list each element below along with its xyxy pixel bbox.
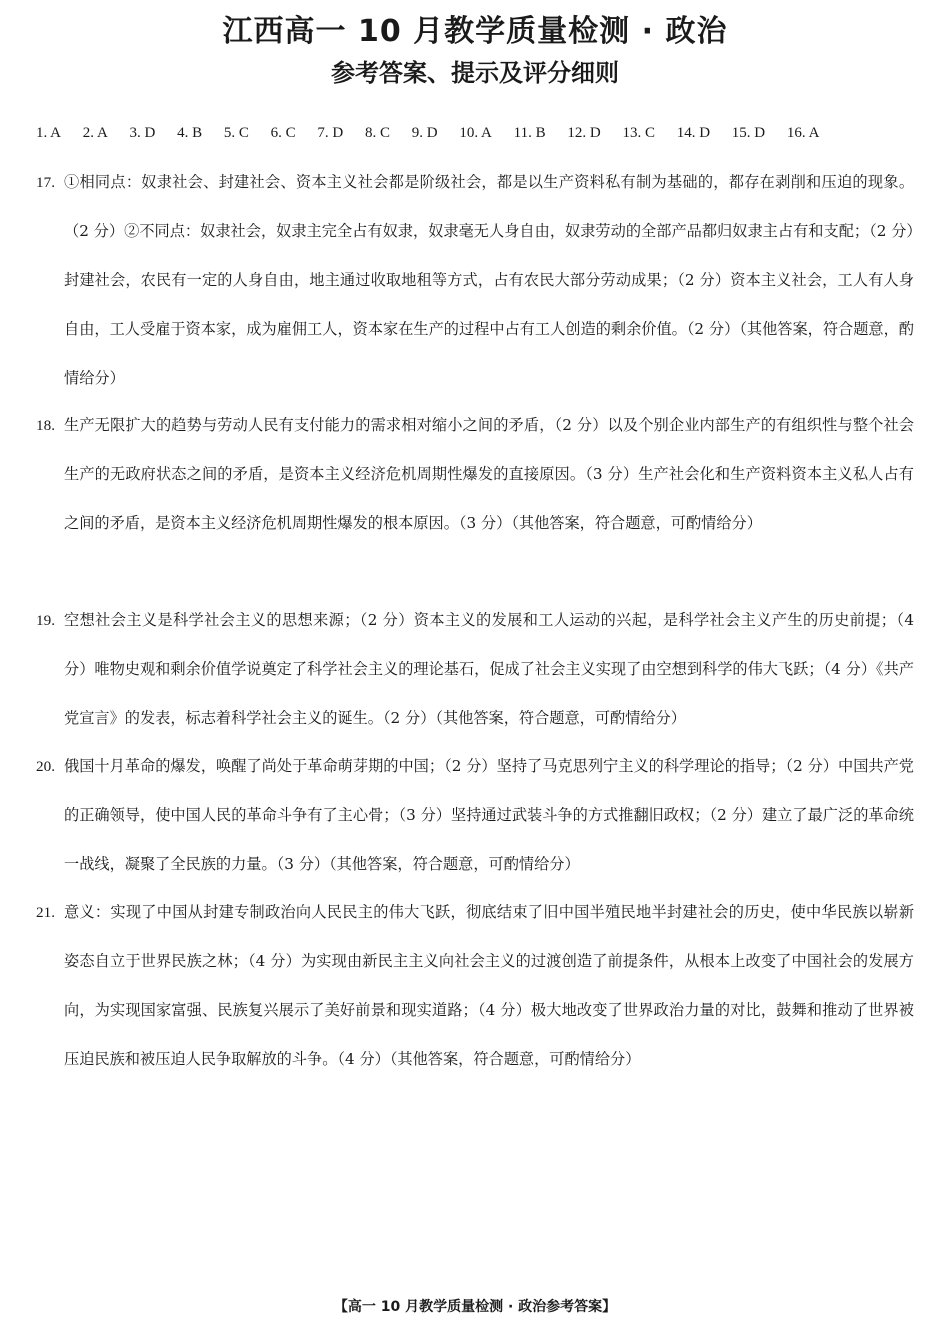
mc-answer-10: 10. A: [459, 125, 492, 141]
mc-answer-13: 13. C: [622, 125, 655, 141]
answer-text: 空想社会主义是科学社会主义的思想来源；（2 分）资本主义的发展和工人运动的兴起，是科学社会主义产生的历史前提；（4 分）唯物史观和剩余价值学说奠定了科学社会主义的理论基石，促成了社会主义实现了由空想到科学的伟大飞跃；（4 分）《共产党宣言》的发表，标志着科学社会主义的诞生。（2 分）（其他答案，符合题意，可酌情给分）: [64, 611, 914, 727]
mc-answer-5: 5. C: [223, 125, 249, 141]
document-title: 江西高一 10 月教学质量检测 · 政治: [222, 14, 728, 49]
mc-answer-14: 14. D: [676, 125, 711, 141]
question-number: 17.: [36, 174, 55, 191]
mc-answer-3: 3. D: [129, 125, 156, 141]
question-number: 20.: [36, 758, 55, 775]
question-21-answer: [36, 888, 914, 1084]
mc-answer-8: 8. C: [365, 125, 391, 141]
mc-answer-9: 9. D: [411, 125, 438, 141]
mc-answer-16: 16. A: [786, 125, 820, 141]
question-17-answer: [36, 158, 914, 403]
multiple-choice-answers: [36, 122, 837, 144]
mc-answer-4: 4. B: [177, 125, 203, 141]
question-number: 21.: [36, 904, 55, 921]
mc-answer-2: 2. A: [82, 125, 108, 141]
mc-answer-6: 6. C: [270, 125, 296, 141]
question-19-answer: [36, 596, 914, 743]
question-20-answer: [36, 742, 914, 889]
answer-text: 生产无限扩大的趋势与劳动人民有支付能力的需求相对缩小之间的矛盾，（2 分）以及个别企业内部生产的有组织性与整个社会生产的无政府状态之间的矛盾，是资本主义经济危机周期性爆发的直接原因。（3 分）生产社会化和生产资料资本主义私人占有之间的矛盾，是资本主义经济危机周期性爆发的根本原因。（3 分）（其他答案，符合题意，可酌情给分）: [64, 416, 914, 532]
mc-answer-7: 7. D: [317, 125, 344, 141]
mc-answer-15: 15. D: [731, 125, 766, 141]
document-subtitle: 参考答案、提示及评分细则: [331, 59, 619, 87]
question-number: 18.: [36, 417, 55, 434]
question-number: 19.: [36, 612, 55, 629]
mc-answer-1: 1. A: [36, 125, 62, 141]
answer-text: 意义：实现了中国从封建专制政治向人民民主的伟大飞跃，彻底结束了旧中国半殖民地半封建社会的历史，使中华民族以崭新姿态自立于世界民族之林；（4 分）为实现由新民主主义向社会主义的过渡创造了前提条件，从根本上改变了中国社会的发展方向，为实现国家富强、民族复兴展示了美好前景和现实道路；（4 分）极大地改变了世界政治力量的对比，鼓舞和推动了世界被压迫民族和被压迫人民争取解放的斗争。（4 分）（其他答案，符合题意，可酌情给分）: [64, 903, 914, 1068]
mc-answer-12: 12. D: [567, 125, 601, 141]
page-footer: 【高一 10 月教学质量检测 · 政治参考答案】: [333, 1299, 617, 1315]
answer-text: ①相同点：奴隶社会、封建社会、资本主义社会都是阶级社会，都是以生产资料私有制为基础的，都存在剥削和压迫的现象。（2 分）②不同点：奴隶社会，奴隶主完全占有奴隶，奴隶毫无人身自由，奴隶劳动的全部产品都归奴隶主占有和支配；（2 分）封建社会，农民有一定的人身自由，地主通过收取地租等方式，占有农民大部分劳动成果；（2 分）资本主义社会，工人有人身自由，工人受雇于资本家，成为雇佣工人，资本家在生产的过程中占有工人创造的剩余价值。（2 分）（其他答案，符合题意，酌情给分）: [64, 173, 914, 387]
question-18-answer: [36, 401, 914, 548]
mc-answer-11: 11. B: [513, 125, 546, 141]
answer-text: 俄国十月革命的爆发，唤醒了尚处于革命萌芽期的中国；（2 分）坚持了马克思列宁主义的科学理论的指导；（2 分）中国共产党的正确领导，使中国人民的革命斗争有了主心骨；（3 分）坚持通过武装斗争的方式推翻旧政权；（2 分）建立了最广泛的革命统一战线，凝聚了全民族的力量。（3 分）（其他答案，符合题意，可酌情给分）: [64, 757, 914, 873]
